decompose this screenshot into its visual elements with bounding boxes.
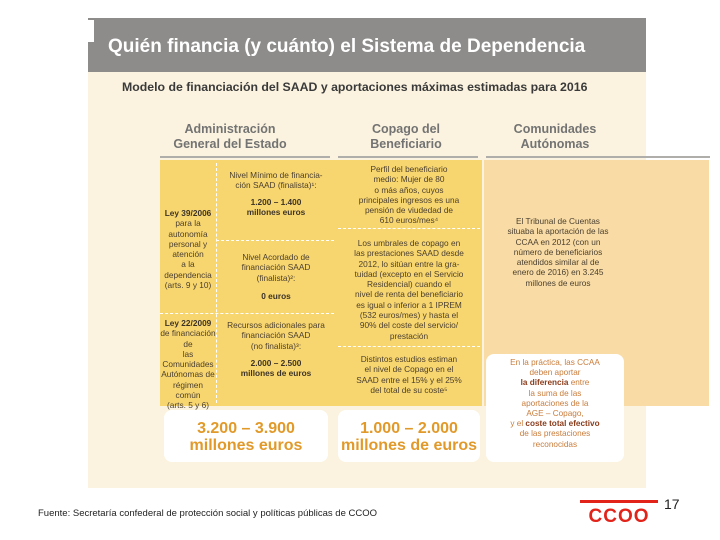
copago-umbrales-line: 2012, lo sitúan entre la gra- [358, 258, 460, 269]
ccaa-tribunal [488, 216, 628, 288]
law-22-2009-title: Ley 22/2009 [164, 318, 212, 328]
nivel-acordado-amount: 0 euros [261, 290, 291, 301]
copago-umbrales-line: tuidad (excepto en el Servicio [354, 268, 464, 279]
law-22-2009 [160, 318, 216, 411]
column-header-age [150, 122, 310, 152]
law-22-2009-line: Autónomas de [161, 369, 215, 380]
column-header-age-line1: Administración [184, 122, 276, 136]
recursos-line: (no finalista)³: [250, 340, 302, 351]
total-copago-unit: millones de euros [340, 437, 478, 454]
ccaa-practica-text [488, 358, 622, 450]
ccaa-practica-line: En la práctica, las CCAA [510, 358, 600, 367]
copago-perfil-line: principales ingresos es una [358, 194, 460, 205]
ccaa-tribunal-line: millones de euros [525, 277, 591, 288]
nivel-acordado-line: financiación SAAD [241, 262, 311, 273]
law-39-2006-line: personal y atención [168, 238, 208, 260]
ccaa-practica-line: aportaciones de la [521, 398, 589, 408]
copago-estudios-line: Distintos estudios estiman [360, 354, 458, 364]
law-22-2009-line: de financiación de [160, 328, 216, 349]
law-39-2006-line: a la dependencia [164, 259, 212, 280]
column-header-age-line2: General del Estado [173, 137, 287, 151]
total-age [164, 420, 328, 454]
copago-umbrales-line: es igual o inferior a 1 IPREM [356, 299, 462, 310]
copago-perfil-line: Perfil del beneficiario [370, 164, 448, 174]
column-header-copago-line2: Beneficiario [370, 137, 442, 151]
column-header-copago-line1: Copago del [371, 122, 441, 136]
copago-umbrales-line: prestación [389, 330, 429, 341]
ccaa-practica-line: deben aportar [529, 368, 581, 378]
copago-perfil-line: medio: Mujer de 80 [373, 174, 445, 185]
copago-estudios-line: del total de su coste⁵ [370, 384, 448, 395]
ccaa-practica-line: la diferencia entre [520, 378, 590, 388]
total-age-unit: millones euros [189, 437, 303, 454]
copago-umbrales-line: (532 euros/mes) y hasta el [359, 310, 459, 321]
law-22-2009-line: régimen común [173, 379, 203, 401]
column-underline-copago [338, 156, 478, 158]
nivel-acordado-line: Nivel Acordado de [242, 252, 310, 262]
copago-umbrales-line: Los umbrales de copago en [357, 238, 461, 248]
source-note: Fuente: Secretaría confederal de protección social y políticas públicas de CCOO [38, 508, 378, 519]
ccaa-tribunal-line: El Tribunal de Cuentas [516, 216, 600, 226]
copago-umbrales-line: 90% del coste del servicio/ [359, 320, 459, 331]
ccaa-tribunal-line: enero de 2016) en 3.245 [512, 267, 604, 278]
page-subtitle: Modelo de financiación del SAAD y aportaciones máximas estimadas para 2016 [122, 80, 588, 94]
recursos-adicionales [218, 320, 334, 378]
copago-umbrales-line: Residencial) cuando el [367, 279, 451, 290]
ccaa-practica-line: de las prestaciones [519, 429, 591, 439]
divider-age-1 [216, 240, 334, 242]
law-39-2006-line: (arts. 9 y 10) [164, 280, 212, 291]
recursos-amount: 2.000 – 2.500 [250, 357, 302, 368]
copago-estudios [338, 354, 480, 395]
nivel-minimo-line: Nivel Mínimo de financia- [229, 170, 323, 180]
page-number: 17 [664, 496, 680, 512]
divider-copago-1 [338, 228, 480, 230]
nivel-acordado [218, 252, 334, 301]
ccaa-practica-line: y el coste total efectivo [510, 419, 600, 429]
ccaa-practica-emphasis: coste total efectivo [525, 419, 600, 429]
copago-estudios-line: SAAD entre el 15% y el 25% [356, 374, 462, 385]
total-copago [338, 420, 480, 454]
copago-perfil [338, 164, 480, 226]
nivel-minimo-amount: millones euros [246, 206, 306, 217]
copago-perfil-line: pensión de viudedad de [364, 205, 454, 216]
nivel-minimo [218, 170, 334, 217]
ccaa-practica-line: AGE – Copago, [526, 409, 584, 419]
ccoo-logo-text: CCOO [588, 506, 650, 524]
law-22-2009-line: las Comunidades [162, 348, 214, 370]
law-22-2009-line: (arts. 5 y 6) [167, 400, 209, 411]
ccaa-practica-line: la suma de las [528, 388, 582, 398]
corner-mark [84, 20, 94, 42]
copago-umbrales [338, 238, 480, 341]
law-39-2006-line: para la autonomía [168, 218, 208, 239]
ccoo-logo [580, 500, 658, 524]
recursos-line: Recursos adicionales para [227, 320, 325, 330]
recursos-line: financiación SAAD [241, 330, 311, 341]
copago-umbrales-line: nivel de renta del beneficiario [355, 289, 463, 300]
nivel-minimo-line: ción SAAD (finalista)¹: [235, 180, 317, 191]
column-header-copago [336, 122, 476, 152]
ccaa-tribunal-line: situaba la aportación de las [507, 226, 609, 237]
ccaa-tribunal-line: atendidos similar al de [516, 257, 600, 268]
total-age-amount: 3.200 – 3.900 [197, 420, 295, 437]
total-copago-amount: 1.000 – 2.000 [360, 420, 458, 437]
title-bar [88, 18, 646, 72]
column-header-ccaa-line1: Comunidades [513, 122, 597, 136]
slide-frame [88, 18, 646, 488]
ccaa-practica-emphasis: la diferencia [520, 378, 569, 388]
nivel-minimo-amount: 1.200 – 1.400 [250, 196, 302, 207]
copago-perfil-line: o más años, cuyos [374, 184, 444, 195]
nivel-acordado-line: (finalista)²: [256, 272, 296, 283]
law-39-2006-title: Ley 39/2006 [164, 208, 212, 218]
divider-copago-2 [338, 346, 480, 348]
copago-umbrales-line: las prestaciones SAAD desde [354, 248, 464, 259]
recursos-amount: millones de euros [240, 368, 312, 379]
copago-estudios-line: el nivel de Copago en el [364, 364, 454, 375]
page-title: Quién financia (y cuánto) el Sistema de Dependencia [108, 36, 586, 57]
column-underline-age [160, 156, 330, 158]
ccaa-tribunal-line: número de beneficiarios [513, 246, 603, 257]
column-underline-ccaa [486, 156, 710, 158]
column-header-ccaa [490, 122, 620, 152]
divider-age-2 [160, 313, 334, 315]
ccaa-practica-line: reconocidas [532, 439, 578, 449]
copago-perfil-line: 610 euros/mes⁴ [379, 215, 439, 226]
column-header-ccaa-line2: Autónomas [520, 137, 590, 151]
ccaa-tribunal-line: CCAA en 2012 (con un [515, 236, 601, 247]
law-39-2006 [160, 208, 216, 290]
